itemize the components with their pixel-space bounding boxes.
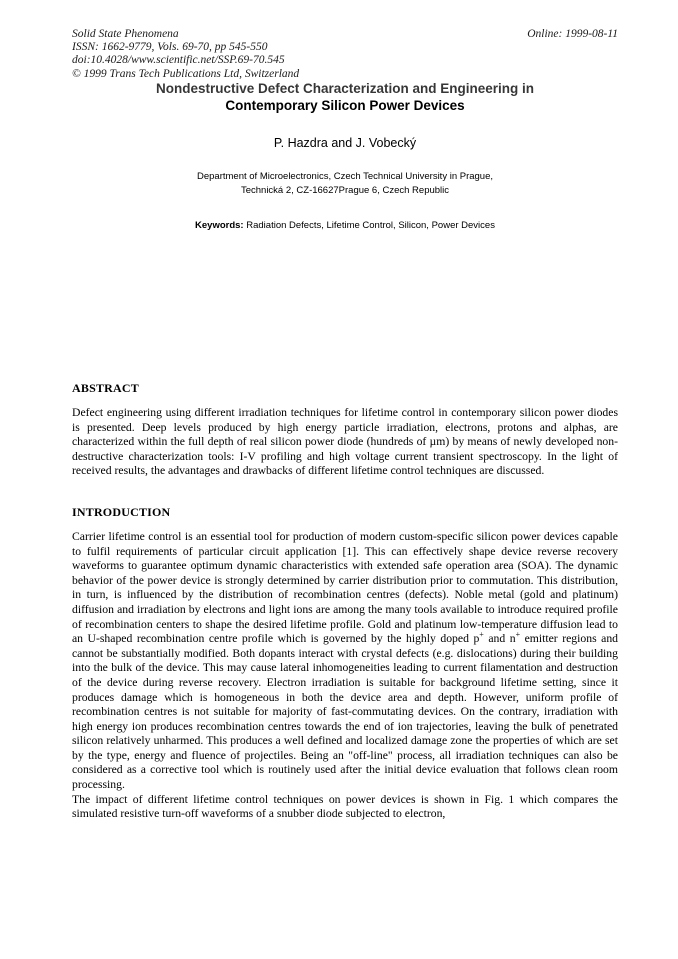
journal-name: Solid State Phenomena [72, 28, 179, 40]
keywords-label: Keywords: [195, 220, 244, 231]
paper-title [72, 80, 618, 114]
affiliation-line-1: Department of Microelectronics, Czech Technical University in Prague, [196, 171, 494, 182]
journal-issn-line: ISSN: 1662-9779, Vols. 69-70, pp 545-550 [72, 41, 268, 54]
title-line-1: Nondestructive Defect Characterization and Engineering in [155, 81, 535, 96]
affiliation [72, 170, 618, 198]
page-artifact [54, 66, 62, 76]
affiliation-line-2: Technická 2, CZ-16627Prague 6, Czech Republic [240, 185, 450, 196]
introduction-heading: INTRODUCTION [72, 504, 171, 519]
introduction-paragraph-2: The impact of different lifetime control techniques on power devices is shown in Fig. 1 which compares the simulated resistive turn-off waveforms of a snubber diode subjected to electron, [72, 792, 618, 821]
abstract-paragraph: Defect engineering using different irradiation techniques for lifetime control in contemporary silicon power diodes is presented. Deep levels produced by high energy particle irradiation, electrons, protons and alphas, are characterized within the full depth of real silicon power diode (hundreds of µm) by means of newly developed non-destructive characterization tools: I-V profiling and high voltage current transient spectroscopy. In the light of received results, the advantages and drawbacks of different lifetime control techniques are discussed. [72, 406, 618, 478]
journal-copyright: © 1999 Trans Tech Publications Ltd, Switzerland [72, 67, 300, 80]
section-spacer [72, 479, 618, 505]
abstract-heading: ABSTRACT [72, 381, 139, 395]
author-list: P. Hazdra and J. Vobecký [273, 136, 417, 150]
keywords-value: Radiation Defects, Lifetime Control, Silicon, Power Devices [246, 220, 495, 231]
paper-body [72, 381, 618, 822]
keywords [72, 220, 618, 231]
online-date: Online: 1999-08-11 [527, 28, 618, 40]
journal-doi: doi:10.4028/www.scientific.net/SSP.69-70.545 [72, 54, 285, 67]
title-line-2: Contemporary Silicon Power Devices [225, 98, 465, 113]
introduction-paragraph-1: Carrier lifetime control is an essential tool for production of modern custom-specific silicon power devices capable to fulfil requirements of particular circuit application [1]. This can effectively shape device reverse recovery waveforms to guarantee optimum dynamic characteristics with extended safe operation area (SOA). The dynamic behavior of the power device is strongly determined by carrier distribution prior to commutation. This distribution, in turn, is influenced by the distribution of recombination centres (defects). Noble metal (gold and platinum) diffusion and irradiation by electrons and light ions are among the many tools available to introduce required profile of recombination centers to shape the desired lifetime profile. Gold and platinum low-temperature diffusion lead to an U-shaped recombination centre profile which is governed by the highly doped p+ and n+ emitter regions and cannot be substantially modified. Both dopants interact with crystal defects (e.g. dislocations) during their building into the bulk of the device. This may cause lateral inhomogeneities leading to current filamentation and destruction of the device during reverse recovery. Electron irradiation is suitable for background lifetime setting, since it produces damage which is homogeneous in both the device area and depth. However, uniform profile of recombination centres is not suitable for majority of fast-commutating devices. On the contrary, irradiation with high energy ion produces recombination centres towards the end of ion trajectories, leaving the bulk of penetrated silicon relatively unharmed. This produces a well defined and localized damage zone the properties of which are set by the type, energy and fluence of projectiles. Being an "off-line" process, all irradiation techniques can also be considered as a corrective tool which is routinely used after the initial device evaluation that follows clean room processing. [72, 529, 619, 792]
